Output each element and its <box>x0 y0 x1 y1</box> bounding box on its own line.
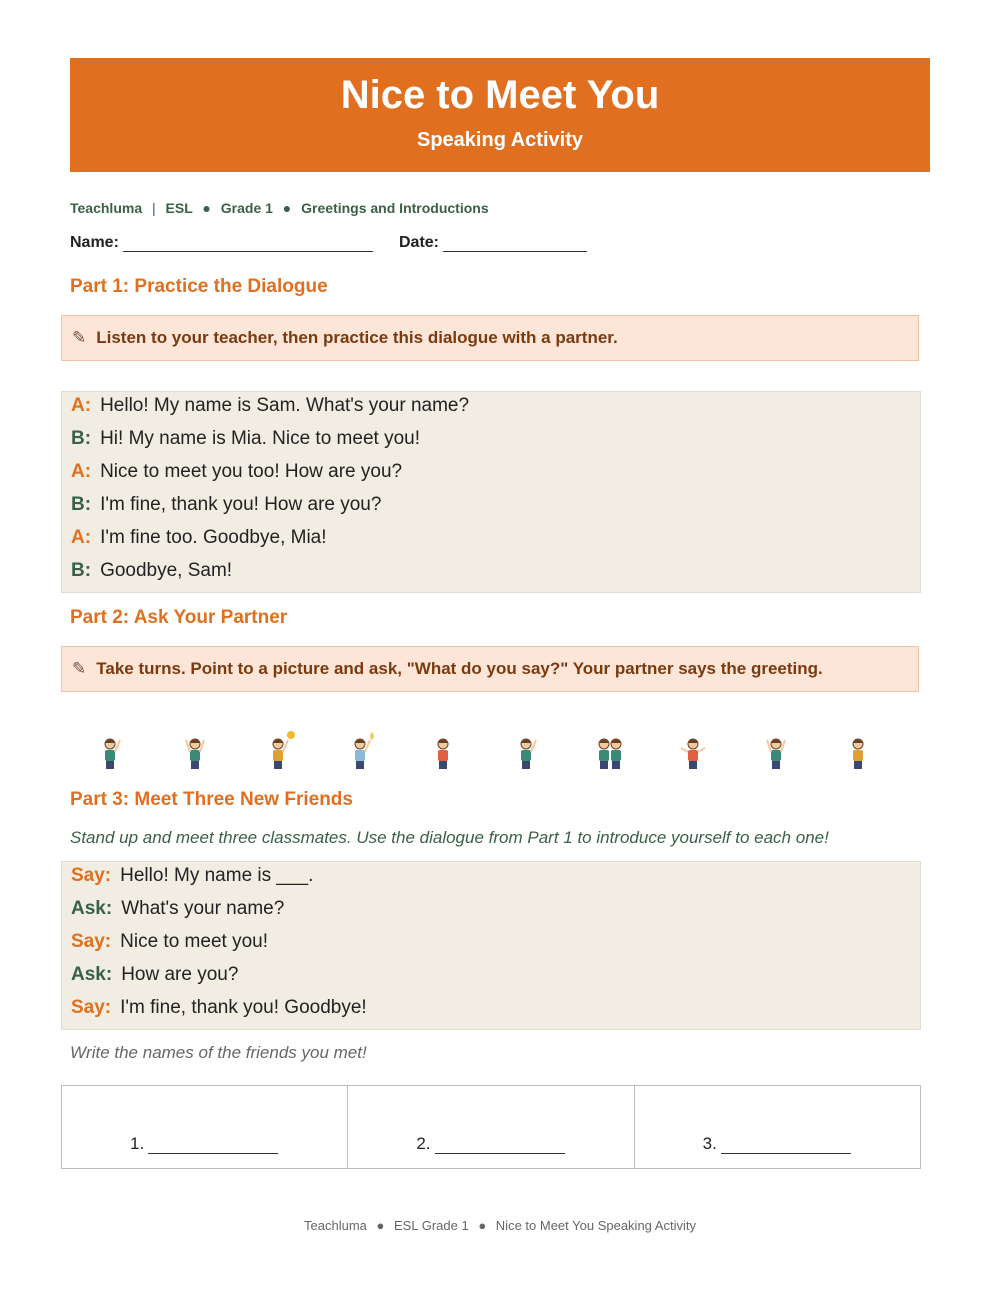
friend-cell <box>348 1086 634 1168</box>
write-prompt: Write the names of the friends you met! <box>70 1043 367 1062</box>
polite-kid-icon <box>838 730 878 774</box>
speaker-label: B: <box>71 428 92 449</box>
footer-course: ESL Grade 1 <box>394 1218 469 1233</box>
phrase-type: Say: <box>71 997 112 1018</box>
dialogue-line <box>71 491 920 524</box>
friend-name-blank[interactable] <box>148 1138 278 1154</box>
phrase-type: Ask: <box>71 964 113 985</box>
friend-number: 3. <box>702 1134 717 1153</box>
phrase-type: Say: <box>71 865 112 886</box>
name-label: Name: <box>70 234 119 251</box>
dialogue-text: Nice to meet you too! How are you? <box>100 461 403 482</box>
bullet-dot: ● <box>282 200 292 216</box>
speaker-label: A: <box>71 527 92 548</box>
phrase-type: Ask: <box>71 898 113 919</box>
part2-instruction: Take turns. Point to a picture and ask, "What do you say?" Your partner says the greeting. <box>96 659 823 678</box>
name-blank[interactable] <box>123 235 373 252</box>
pencil-icon: ✎ <box>72 659 87 678</box>
phrase-text: How are you? <box>121 964 239 985</box>
dialogue-line <box>71 458 920 491</box>
phrase-line <box>71 928 920 961</box>
part2-instruction-box <box>61 646 919 692</box>
bullet-dot: ● <box>202 200 211 216</box>
phrase-text: Nice to meet you! <box>120 931 268 952</box>
friends-table <box>61 1085 921 1169</box>
dialogue-box <box>61 391 921 593</box>
dialogue-text: I'm fine, thank you! How are you? <box>100 494 382 515</box>
part1-heading: Part 1: Practice the Dialogue <box>70 276 328 297</box>
dialogue-line <box>71 524 920 557</box>
pencil-icon: ✎ <box>72 328 87 347</box>
page-title: Nice to Meet You <box>340 73 660 117</box>
friend-number: 2. <box>416 1134 431 1153</box>
footer-publisher: Teachluma <box>304 1218 367 1233</box>
phrase-line <box>71 994 920 1027</box>
dialogue-text: Hello! My name is Sam. What's your name? <box>100 395 470 416</box>
page-subtitle: Speaking Activity <box>417 129 583 151</box>
phrase-line <box>71 961 920 994</box>
friend-name-blank[interactable] <box>721 1138 851 1154</box>
phrase-line <box>71 895 920 928</box>
grade-label: Grade 1 <box>220 200 273 216</box>
dialogue-line <box>71 557 920 590</box>
speaker-label: B: <box>71 560 92 581</box>
arms-out-kid-icon <box>673 730 713 774</box>
dialogue-line <box>71 392 920 425</box>
part1-instruction-box <box>61 315 919 361</box>
greeting-pictures <box>90 730 880 774</box>
phrase-line <box>71 862 920 895</box>
bullet-dot: ● <box>478 1218 487 1233</box>
date-field[interactable] <box>399 234 587 252</box>
moon-night-kid-icon <box>340 730 380 774</box>
dialogue-text: Hi! My name is Mia. Nice to meet you! <box>100 428 420 449</box>
sun-morning-kid-icon <box>258 730 298 774</box>
footer <box>0 1218 1000 1233</box>
dialogue-text: I'm fine too. Goodbye, Mia! <box>100 527 327 548</box>
publisher-name: Teachluma <box>70 200 143 216</box>
meta-separator: | <box>152 200 156 216</box>
friend-name-blank[interactable] <box>435 1138 565 1154</box>
phrase-text: Hello! My name is ___. <box>120 865 314 886</box>
title-banner <box>70 58 930 172</box>
name-field[interactable] <box>70 234 373 252</box>
speaker-label: A: <box>71 395 92 416</box>
dialogue-text: Goodbye, Sam! <box>100 560 233 581</box>
waving-goodbye-kid-icon <box>506 730 546 774</box>
subject-label: ESL <box>165 200 193 216</box>
arms-up-kid-icon <box>756 730 796 774</box>
waving-kid-icon <box>90 730 130 774</box>
bullet-dot: ● <box>376 1218 385 1233</box>
cheering-kid-icon <box>175 730 215 774</box>
phrase-type: Say: <box>71 931 112 952</box>
speaker-label: B: <box>71 494 92 515</box>
phrases-box <box>61 861 921 1030</box>
part2-heading: Part 2: Ask Your Partner <box>70 607 288 628</box>
part1-instruction: Listen to your teacher, then practice this dialogue with a partner. <box>96 328 618 347</box>
two-friends-icon <box>590 730 630 774</box>
friend-cell <box>635 1086 920 1168</box>
dialogue-line <box>71 425 920 458</box>
phrase-text: I'm fine, thank you! Goodbye! <box>120 997 367 1018</box>
speaker-label: A: <box>71 461 92 482</box>
meta-line <box>70 200 489 216</box>
footer-title: Nice to Meet You Speaking Activity <box>495 1218 696 1233</box>
standing-kid-icon <box>423 730 463 774</box>
friend-number: 1. <box>130 1134 145 1153</box>
friend-cell <box>62 1086 348 1168</box>
date-blank[interactable] <box>443 235 587 252</box>
part3-instruction: Stand up and meet three classmates. Use the dialogue from Part 1 to introduce yourself to each one! <box>70 828 829 847</box>
date-label: Date: <box>399 234 440 251</box>
phrase-text: What's your name? <box>121 898 285 919</box>
part3-heading: Part 3: Meet Three New Friends <box>70 789 353 810</box>
topic-label: Greetings and Introductions <box>301 200 489 216</box>
